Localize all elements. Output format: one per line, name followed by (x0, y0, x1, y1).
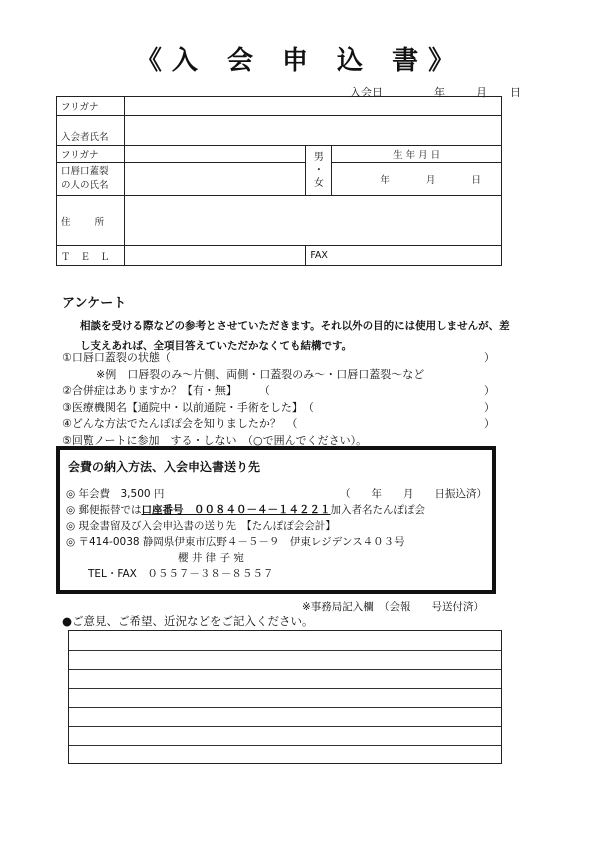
comment-line (69, 707, 501, 708)
fax-field[interactable] (306, 246, 502, 266)
question-4-close: ） (484, 417, 495, 430)
birth-month-label: 月 (425, 175, 436, 186)
join-month-label: 月 (476, 86, 487, 99)
fax-label: FAX (310, 250, 328, 261)
birth-year-label: 年 (380, 175, 390, 186)
comment-line (69, 669, 501, 670)
address-field[interactable] (124, 196, 501, 246)
question-3: ③医療機関名【通院中・以前通院・手術をした】 （ (62, 401, 314, 414)
question-2-close: ） (484, 384, 495, 397)
question-3-close: ） (484, 401, 495, 414)
gender-separator: ・ (313, 165, 324, 176)
member-name-label: 入会者氏名 (57, 116, 125, 146)
address-label (57, 196, 125, 246)
transfer-account-holder: 加入者名たんぽぽ会 (330, 504, 425, 516)
recipient-name: 櫻 井 律 子 宛 (178, 552, 244, 564)
office-use-note: ※事務局記入欄 （会報 号送付済） (302, 601, 485, 613)
address-label-1: 住 (61, 216, 71, 228)
member-info-table (56, 96, 502, 266)
transfer-account-number: 口座番号 ００８４０－４－１４２２１ (141, 504, 331, 516)
furigana-field[interactable] (124, 97, 501, 116)
male-option[interactable]: 男 (313, 152, 324, 163)
comment-line (69, 688, 501, 689)
question-2: ②合併症はありますか？【有・無】 （ (62, 384, 270, 397)
fee-paid-date: （ 年 月 日振込済） (340, 488, 487, 500)
comments-field[interactable] (68, 630, 502, 764)
comment-line (69, 745, 501, 746)
comment-line (69, 650, 501, 651)
cleft-name-label-line1: 口唇口蓋裂 (61, 166, 109, 177)
birth-date-label: 生 年 月 日 (332, 146, 502, 163)
survey-notice: 相談を受ける際などの参考とさせていただきます。それ以外の目的には使用しませんが、差し支えあれば、全項目答えていただかなくても結構です。 (80, 320, 510, 352)
furigana2-field[interactable] (124, 146, 305, 163)
join-year-label: 年 (434, 86, 445, 99)
address-label-2: 所 (94, 216, 105, 228)
cleft-person-name-field[interactable] (124, 163, 305, 196)
question-1-close: ） (484, 351, 495, 364)
comment-line (69, 726, 501, 727)
mailing-address: ◎ 〒414-0038 静岡県伊東市広野４－５－９ 伊東レジデンス４０３号 (66, 536, 405, 548)
member-name-field[interactable] (124, 116, 501, 146)
question-4: ④どんな方法でたんぽぽ会を知りましたか？ （ (62, 417, 298, 430)
furigana-label: フリガナ (57, 97, 125, 116)
comments-title: ●ご意見、ご希望、近況などをご記入ください。 (62, 614, 314, 628)
survey-title: アンケート (62, 296, 127, 311)
join-date-label: 入会日 (350, 86, 383, 99)
cash-mail-info: ◎ 現金書留及び入会申込書の送り先 【たんぽぽ会会計】 (66, 520, 336, 532)
tel-fax-number: TEL・FAX ０５５７－３８－８５５７ (88, 568, 274, 580)
question-1-example: ※例 口唇裂のみ～片側、両側・口蓋裂のみ～・口唇口蓋裂～など (96, 368, 425, 381)
gender-selector[interactable] (306, 146, 332, 196)
female-option[interactable]: 女 (313, 178, 324, 189)
postal-transfer (66, 502, 425, 517)
question-5: ⑤回覧ノートに参加 する・しない （○で囲んでください）。 (62, 434, 368, 447)
question-1: ①口唇口蓋裂の状態（ (62, 351, 171, 364)
payment-title: 会費の納入方法、入会申込書送り先 (68, 460, 261, 474)
form-title: 《入 会 申 込 書》 (135, 46, 465, 76)
tel-field[interactable] (124, 246, 305, 266)
annual-fee: ◎ 年会費 3,500 円 (66, 488, 165, 500)
birth-day-label: 日 (471, 175, 481, 186)
birth-date-field[interactable] (332, 163, 502, 196)
join-day-label: 日 (510, 86, 521, 99)
transfer-prefix: ◎ 郵便振替では (66, 504, 142, 516)
cleft-person-name-label (57, 163, 125, 196)
cleft-name-label-line2: の人の氏名 (61, 180, 109, 191)
furigana2-label: フリガナ (57, 146, 125, 163)
tel-label: ＴＥＬ (57, 246, 125, 266)
